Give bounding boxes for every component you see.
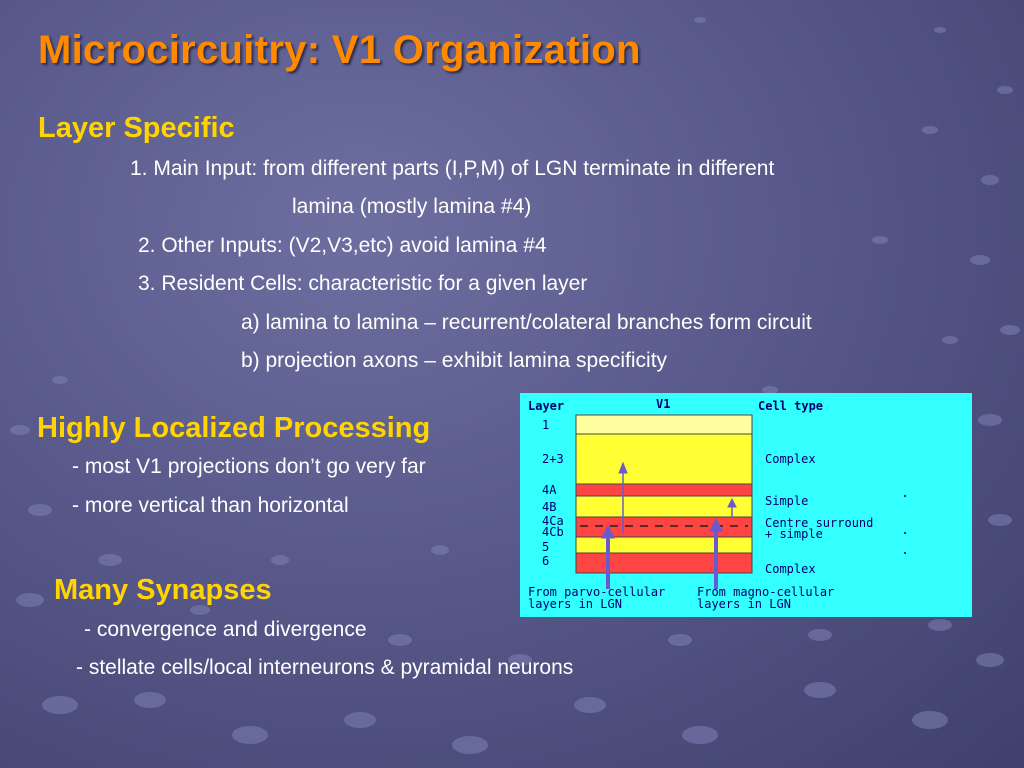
dot-mark — [904, 552, 906, 554]
cell-type-complex-lower: Complex — [765, 562, 816, 576]
cell-type-complex-upper: Complex — [765, 452, 816, 466]
localized-point-2: - more vertical than horizontal — [72, 494, 349, 517]
layer-4a-band — [576, 484, 752, 496]
diagram-header-v1: V1 — [656, 397, 671, 411]
layer-specific-item-3: 3. Resident Cells: characteristic for a given layer — [138, 272, 588, 295]
layer-label: 6 — [542, 554, 550, 568]
cell-type-simple: Simple — [765, 494, 809, 508]
cell-type-centre-surround-line-1: Centre surround — [765, 516, 874, 530]
layer-label: 4A — [542, 483, 557, 497]
dot-mark — [904, 532, 906, 534]
layer-label: 2+3 — [542, 452, 564, 466]
layer-label: 5 — [542, 540, 550, 554]
layer-specific-item-2: 2. Other Inputs: (V2,V3,etc) avoid lamina #4 — [138, 234, 547, 257]
localized-point-1: - most V1 projections don’t go very far — [72, 455, 426, 478]
cell-type-centre-surround-line-2: + simple — [765, 527, 823, 541]
from-parvo-label-line-2: layers in LGN — [528, 597, 622, 611]
layer-label: 4Ca — [542, 514, 564, 528]
from-magno-label-line-1: From magno-cellular — [697, 585, 835, 599]
layer-label: 1 — [542, 418, 550, 432]
layer-4c-band — [576, 517, 752, 537]
layer-5-band — [576, 537, 752, 553]
layer-label: 4B — [542, 500, 557, 514]
synapses-point-2: - stellate cells/local interneurons & pyramidal neurons — [76, 656, 574, 679]
v1-layer-diagram-svg — [520, 393, 972, 617]
diagram-header-layer: Layer — [528, 399, 565, 413]
layer-specific-item-3a: a) lamina to lamina – recurrent/colateral branches form circuit — [241, 311, 812, 334]
layer-4b-band — [576, 496, 752, 517]
slide-title: Microcircuitry: V1 Organization — [38, 28, 641, 72]
dot-mark — [904, 495, 906, 497]
layer-2-3-band — [576, 434, 752, 484]
layer-specific-item-1-line-1: 1. Main Input: from different parts (I,P,M) of LGN terminate in different — [130, 157, 775, 180]
layer-specific-item-3b: b) projection axons – exhibit lamina specificity — [241, 349, 668, 372]
many-synapses-heading: Many Synapses — [54, 574, 272, 606]
layer-specific-heading: Layer Specific — [38, 112, 235, 144]
v1-layer-diagram — [520, 393, 972, 617]
localized-processing-heading: Highly Localized Processing — [37, 412, 431, 444]
diagram-header-cell-type: Cell type — [758, 399, 824, 413]
layer-label: 4Cb — [542, 525, 564, 539]
layer-specific-item-1-line-2: lamina (mostly lamina #4) — [292, 195, 532, 218]
synapses-point-1: - convergence and divergence — [84, 618, 367, 641]
from-parvo-label-line-1: From parvo-cellular — [528, 585, 666, 599]
from-magno-label-line-2: layers in LGN — [697, 597, 791, 611]
layer-6-band — [576, 553, 752, 573]
layer-1-band — [576, 415, 752, 434]
